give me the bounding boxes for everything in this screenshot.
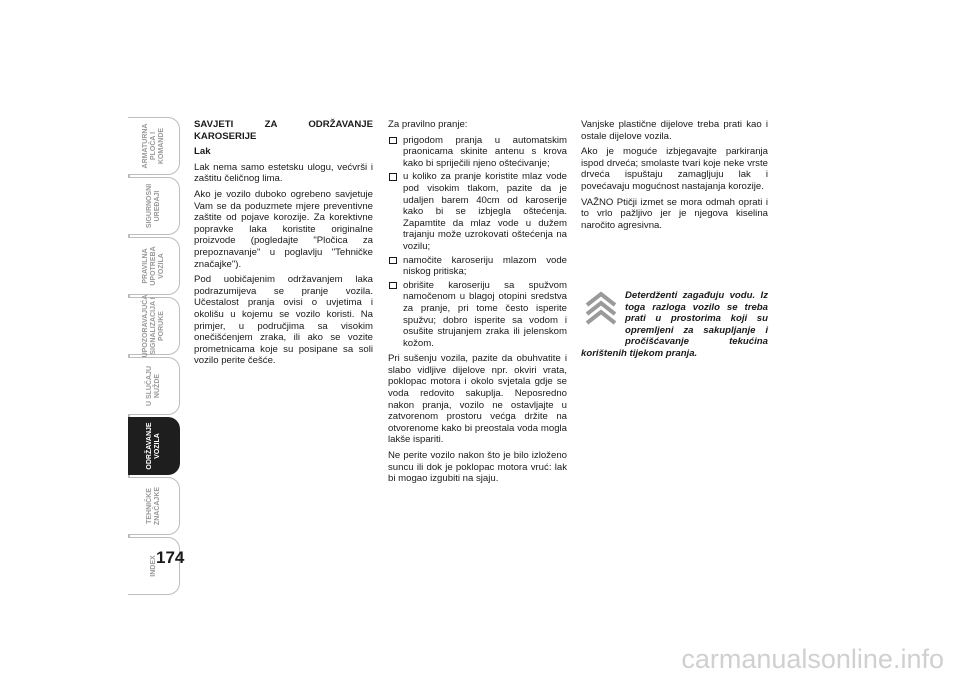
list-item: prigodom pranja u automatskim praonicama skinite antenu s krova kako bi spriječili njeno oštećivanje; [388,135,567,170]
washing-list [388,135,567,350]
environment-note [581,290,768,360]
paragraph: Pri sušenju vozila, pazite da obuhvatite i slabo vidljive dijelove npr. okviri vrata, poklopac motora i okolo svjetala gdje se voda redovito sakuplja. Neposredno nakon pranja, vozilo ne ostavljajte u zatvorenom prostoru većga držite na otvorenome kako bi preostala voda mogla lakše ispariti. [388,353,567,446]
paragraph: Pod uobičajenim održavanjem laka podrazumijeva se pranje vozila. Učestalost pranja ovisi o uvjetima i okolišu u kojemu se vozilo koristi. Na primjer, u područjima sa visokim onečišćenjem zraka, ili ako se vozite prometnicama koje su posipane sa soli vozilo perite češće. [194,274,373,367]
page-number: 174 [156,548,185,567]
column-1 [194,119,373,371]
tab-tehnicke-znacajke[interactable]: TEHNIČKE ZNAČAJKE [128,477,180,535]
tab-u-slucaju-nuzde[interactable]: U SLUČAJU NUŽDE [128,357,180,415]
tab-armaturna-ploca[interactable]: ARMATURNA PLOČA I KOMANDE [128,117,180,175]
column-3 [581,119,768,235]
paragraph: Ako je moguće izbjegavajte parkiranja ispod drveća; smolaste tvari koje neke vrste drveća ispuštaju zamagljuju lak i povećavaju mogućnost nastajanja korozije. [581,146,768,192]
environment-icon [581,290,621,326]
paragraph: Za pravilno pranje: [388,119,468,130]
watermark: carmanualsonline.info [681,644,944,674]
tab-upozoravajuca-signalizacija[interactable]: UPOZORAVAJUĆA SIGNALIZACIJA I PORUKE [128,297,180,355]
list-item: u koliko za pranje koristite mlaz vode pod visokim tlakom, pazite da je udaljen barem 40cm od karoserije kako bi se izbjegla oštećenja. Zapamtite da mlaz vode u dužem trajanju može uzrokovati oštećenja na vozilu; [388,171,567,252]
subheading-lak: Lak [194,146,211,158]
paragraph: Vanjske plastične dijelove treba prati kao i ostale dijelove vozila. [581,119,768,142]
tab-index[interactable]: INDEX [128,537,180,595]
tab-pravilna-upotreba[interactable]: PRAVILNA UPOTREBA VOZILA [128,237,180,295]
column-2 [388,119,567,489]
paragraph: VAŽNO Ptičji izmet se mora odmah oprati i to vrlo pažljivo jer je njegova kiselina naročito agresivna. [581,196,768,231]
paragraph: Ne perite vozilo nakon što je bilo izloženo suncu ili dok je poklopac motora vruć: lak bi mogao izgubiti na sjaju. [388,450,567,485]
tab-odrzavanje-vozila[interactable]: ODRŽAVANJE VOZILA [128,417,180,475]
paragraph: Ako je vozilo duboko ogrebeno savjetuje Vam se da poduzmete mjere preventivne zaštite od pojave korozije. Za korektivne popravke laka koristite originalne proizvode (pogledajte "Pločica za prepoznavanje" u poglavlju "Tehničke značajke"). [194,188,373,270]
section-heading: SAVJETI ZA ODRŽAVANJE KAROSERIJE [194,119,373,142]
environment-note-text: Deterdženti zagađuju vodu. Iz toga razloga vozilo se treba prati u prostorima koji su opremljeni za sakupljanje i pročišćavanje tekućina korištenih tijekom pranja. [581,290,768,359]
list-item: obrišite karoseriju sa spužvom namočenom u blagoj otopini sredstva za pranje, pri tome često isperite spužvu; dobro isperite sa vodom i osušite strujanjem zraka ili jelenskom kožom. [388,280,567,350]
tab-sigurnosni-uredaji[interactable]: SIGURNOSNI UREĐAJI [128,177,180,235]
paragraph: Lak nema samo estetsku ulogu, većvrši i zaštitu čeličnog lima. [194,161,373,185]
list-item: namočite karoseriju mlazom vode niskog pritiska; [388,255,567,278]
